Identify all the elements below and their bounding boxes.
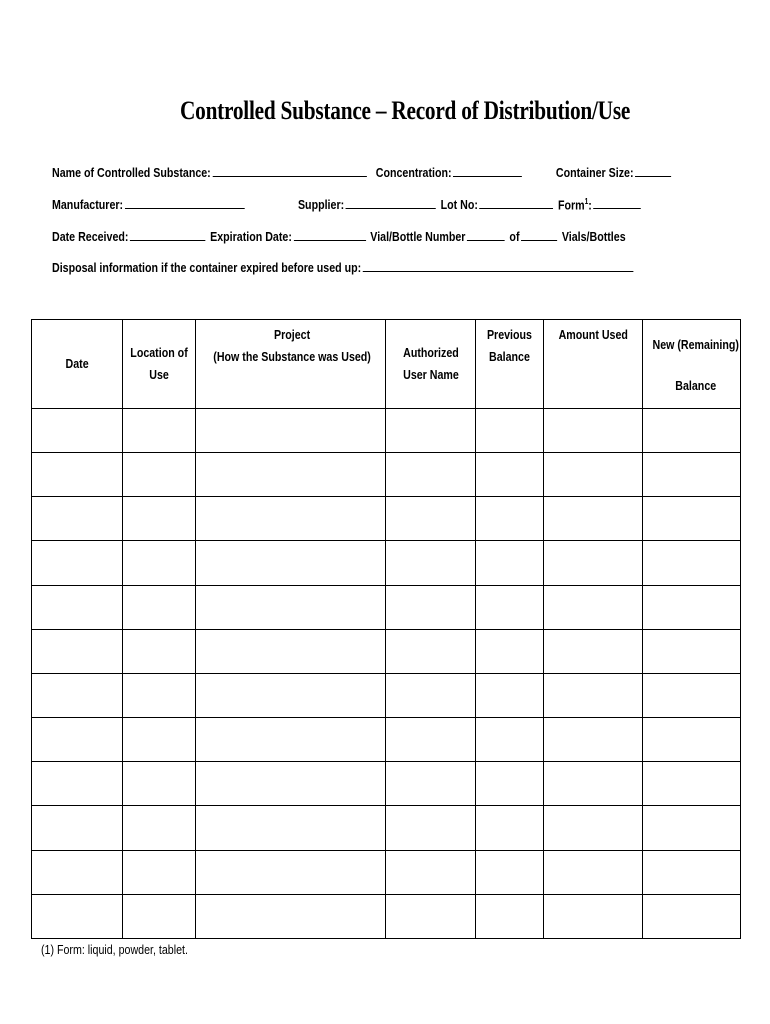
- cell-project[interactable]: [196, 629, 386, 673]
- cell-location[interactable]: [123, 718, 196, 762]
- header-authorized-user: Authorized User Name: [386, 320, 476, 409]
- cell-user[interactable]: [386, 894, 476, 938]
- cell-project[interactable]: [196, 409, 386, 453]
- cell-new-balance[interactable]: [643, 629, 741, 673]
- cell-amount-used[interactable]: [544, 850, 643, 894]
- vial-bottle-number-label: Vial/Bottle Number: [370, 229, 466, 244]
- field-row-substance: [52, 164, 770, 180]
- cell-location[interactable]: [123, 497, 196, 541]
- cell-project[interactable]: [196, 453, 386, 497]
- cell-new-balance[interactable]: [643, 850, 741, 894]
- cell-user[interactable]: [386, 585, 476, 629]
- cell-previous-balance[interactable]: [476, 673, 544, 717]
- cell-location[interactable]: [123, 541, 196, 585]
- cell-new-balance[interactable]: [643, 453, 741, 497]
- table-row: [32, 409, 741, 453]
- cell-project[interactable]: [196, 894, 386, 938]
- table-row: [32, 629, 741, 673]
- cell-location[interactable]: [123, 806, 196, 850]
- document-title: Controlled Substance – Record of Distribution/Use: [180, 96, 631, 125]
- table-row: [32, 585, 741, 629]
- cell-previous-balance[interactable]: [476, 541, 544, 585]
- field-row-manufacturer: [52, 196, 770, 212]
- cell-date[interactable]: [32, 894, 123, 938]
- cell-location[interactable]: [123, 453, 196, 497]
- cell-previous-balance[interactable]: [476, 629, 544, 673]
- cell-new-balance[interactable]: [643, 673, 741, 717]
- cell-project[interactable]: [196, 497, 386, 541]
- cell-new-balance[interactable]: [643, 409, 741, 453]
- field-row-disposal: [52, 259, 763, 275]
- vial-total-field[interactable]: [521, 228, 557, 241]
- concentration-field[interactable]: [453, 164, 522, 177]
- cell-amount-used[interactable]: [544, 541, 643, 585]
- cell-project[interactable]: [196, 806, 386, 850]
- cell-project[interactable]: [196, 541, 386, 585]
- vials-bottles-label: Vials/Bottles: [561, 229, 626, 244]
- cell-new-balance[interactable]: [643, 497, 741, 541]
- cell-previous-balance[interactable]: [476, 806, 544, 850]
- vial-number-field[interactable]: [467, 228, 505, 241]
- header-amount-used: Amount Used: [544, 320, 643, 409]
- cell-amount-used[interactable]: [544, 806, 643, 850]
- cell-amount-used[interactable]: [544, 718, 643, 762]
- table-row: [32, 718, 741, 762]
- cell-user[interactable]: [386, 497, 476, 541]
- header-date: Date: [32, 320, 123, 409]
- of-label: of: [509, 229, 520, 244]
- cell-date[interactable]: [32, 629, 123, 673]
- cell-new-balance[interactable]: [643, 806, 741, 850]
- substance-name-field[interactable]: [212, 164, 366, 177]
- cell-date[interactable]: [32, 585, 123, 629]
- cell-new-balance[interactable]: [643, 762, 741, 806]
- expiration-date-label: Expiration Date:: [210, 229, 292, 244]
- date-received-label: Date Received:: [52, 229, 129, 244]
- table-row: [32, 850, 741, 894]
- lot-no-label: Lot No:: [440, 197, 478, 212]
- cell-previous-balance[interactable]: [476, 497, 544, 541]
- supplier-field[interactable]: [346, 196, 436, 209]
- cell-amount-used[interactable]: [544, 629, 643, 673]
- cell-user[interactable]: [386, 453, 476, 497]
- concentration-label: Concentration:: [375, 165, 452, 180]
- cell-project[interactable]: [196, 762, 386, 806]
- container-size-label: Container Size:: [555, 165, 634, 180]
- disposal-info-field[interactable]: [363, 259, 634, 272]
- container-size-field[interactable]: [635, 164, 671, 177]
- cell-previous-balance[interactable]: [476, 762, 544, 806]
- form-field[interactable]: [593, 196, 641, 209]
- cell-new-balance[interactable]: [643, 894, 741, 938]
- table-header-row: [32, 320, 741, 409]
- table-row: [32, 497, 741, 541]
- cell-amount-used[interactable]: [544, 762, 643, 806]
- cell-user[interactable]: [386, 673, 476, 717]
- cell-date[interactable]: [32, 453, 123, 497]
- date-received-field[interactable]: [130, 228, 205, 241]
- cell-new-balance[interactable]: [643, 541, 741, 585]
- cell-date[interactable]: [32, 673, 123, 717]
- cell-amount-used[interactable]: [544, 585, 643, 629]
- cell-location[interactable]: [123, 629, 196, 673]
- cell-project[interactable]: [196, 673, 386, 717]
- header-previous-balance: Previous Balance: [476, 320, 544, 409]
- cell-previous-balance[interactable]: [476, 453, 544, 497]
- cell-new-balance[interactable]: [643, 585, 741, 629]
- table-row: [32, 541, 741, 585]
- cell-location[interactable]: [123, 409, 196, 453]
- cell-user[interactable]: [386, 541, 476, 585]
- cell-user[interactable]: [386, 409, 476, 453]
- cell-date[interactable]: [32, 850, 123, 894]
- substance-name-label: Name of Controlled Substance:: [52, 165, 211, 180]
- cell-previous-balance[interactable]: [476, 718, 544, 762]
- cell-previous-balance[interactable]: [476, 409, 544, 453]
- table-row: [32, 894, 741, 938]
- cell-amount-used[interactable]: [544, 453, 643, 497]
- table-row: [32, 453, 741, 497]
- table-row: [32, 673, 741, 717]
- header-new-balance: New (Remaining) Balance: [643, 320, 741, 409]
- cell-user[interactable]: [386, 806, 476, 850]
- cell-amount-used[interactable]: [544, 894, 643, 938]
- cell-location[interactable]: [123, 894, 196, 938]
- cell-date[interactable]: [32, 806, 123, 850]
- lot-no-field[interactable]: [480, 196, 554, 209]
- cell-user[interactable]: [386, 629, 476, 673]
- cell-date[interactable]: [32, 762, 123, 806]
- form-footnote-ref: 1: [584, 196, 589, 206]
- cell-date[interactable]: [32, 718, 123, 762]
- header-project: Project (How the Substance was Used): [196, 320, 386, 409]
- cell-amount-used[interactable]: [544, 673, 643, 717]
- form-label: Form$^1$:: [557, 196, 592, 212]
- cell-user[interactable]: [386, 762, 476, 806]
- cell-project[interactable]: [196, 585, 386, 629]
- supplier-label: Supplier:: [297, 197, 345, 212]
- cell-user[interactable]: [386, 718, 476, 762]
- cell-project[interactable]: [196, 718, 386, 762]
- cell-date[interactable]: [32, 409, 123, 453]
- disposal-info-label: Disposal information if the container expired before used up:: [52, 260, 362, 275]
- cell-previous-balance[interactable]: [476, 585, 544, 629]
- cell-new-balance[interactable]: [643, 718, 741, 762]
- cell-amount-used[interactable]: [544, 409, 643, 453]
- table-row: [32, 762, 741, 806]
- cell-location[interactable]: [123, 585, 196, 629]
- cell-date[interactable]: [32, 497, 123, 541]
- cell-date[interactable]: [32, 541, 123, 585]
- cell-location[interactable]: [123, 850, 196, 894]
- cell-amount-used[interactable]: [544, 497, 643, 541]
- cell-project[interactable]: [196, 850, 386, 894]
- cell-location[interactable]: [123, 762, 196, 806]
- cell-user[interactable]: [386, 850, 476, 894]
- expiration-date-field[interactable]: [294, 228, 366, 241]
- manufacturer-label: Manufacturer:: [52, 197, 124, 212]
- manufacturer-field[interactable]: [125, 196, 245, 209]
- cell-previous-balance[interactable]: [476, 894, 544, 938]
- field-row-dates: [52, 228, 752, 244]
- table-row: [32, 806, 741, 850]
- header-location-of-use: Location of Use: [123, 320, 196, 409]
- cell-location[interactable]: [123, 673, 196, 717]
- distribution-log-table: [31, 319, 741, 939]
- cell-previous-balance[interactable]: [476, 850, 544, 894]
- footnote: (1) Form: liquid, powder, tablet.: [41, 942, 188, 957]
